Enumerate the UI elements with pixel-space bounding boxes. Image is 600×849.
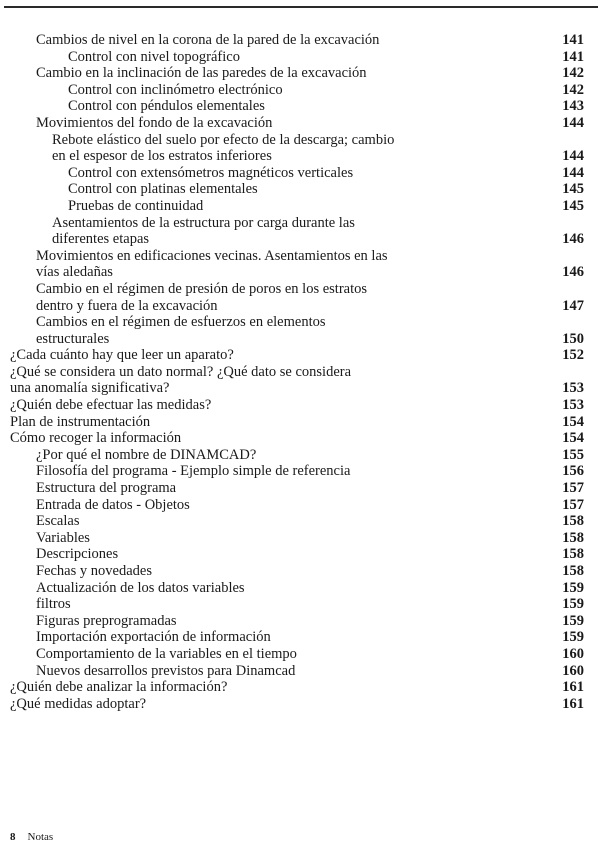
toc-entry xyxy=(36,596,594,613)
toc-entry xyxy=(68,198,594,215)
toc-page-number: 160 xyxy=(562,645,584,662)
toc-entry-title: Plan de instrumentación xyxy=(10,413,151,430)
toc-entry xyxy=(52,132,594,165)
toc-page-number: 154 xyxy=(562,413,584,430)
toc-entry xyxy=(36,447,594,464)
toc-entry-title: ¿Quién debe efectuar las medidas? xyxy=(10,397,212,414)
toc-entry-title-continued: dentro y fuera de la excavación xyxy=(36,297,218,314)
toc-page-number: 150 xyxy=(562,330,584,347)
toc-page-number: 159 xyxy=(562,579,584,596)
toc-page-number: 146 xyxy=(562,264,584,281)
toc-entry-title: Cómo recoger la información xyxy=(10,430,182,447)
toc-entry-title: Fechas y novedades xyxy=(36,563,152,579)
toc-entry-title: Movimientos del fondo de la excavación xyxy=(36,114,273,131)
toc-entry xyxy=(10,347,594,364)
toc-page-number: 161 xyxy=(562,695,584,712)
toc-entry-title-continued: una anomalía significativa? xyxy=(10,380,170,397)
toc-page-number: 155 xyxy=(562,446,584,463)
toc-entry xyxy=(68,98,594,115)
toc-page-number: 143 xyxy=(562,98,584,115)
toc-entry-title: Escalas xyxy=(36,513,80,530)
toc-entry-title: Cambios en el régimen de esfuerzos en elementos xyxy=(36,314,326,331)
toc-entry xyxy=(36,530,594,547)
toc-page-number: 141 xyxy=(562,32,584,48)
toc-entry-title: Cambios de nivel en la corona de la pared de la excavación xyxy=(36,32,380,48)
toc-entry xyxy=(68,49,594,66)
toc-page-number: 144 xyxy=(562,114,584,131)
toc-entry-title: Comportamiento de la variables en el tiempo xyxy=(36,645,297,662)
toc-entry-title: filtros xyxy=(36,596,71,613)
toc-entry-title: Control con inclinómetro electrónico xyxy=(68,81,283,98)
toc-page-number: 147 xyxy=(562,297,584,314)
toc-entry-title: Actualización de los datos variables xyxy=(36,579,245,596)
footer-label: Notas xyxy=(27,831,54,843)
toc-page-number: 156 xyxy=(562,463,584,480)
toc-entry xyxy=(10,397,594,414)
toc-page-number: 159 xyxy=(562,596,584,613)
toc-entry-title: Pruebas de continuidad xyxy=(68,197,204,214)
toc-entry xyxy=(68,82,594,99)
toc-entry-title: ¿Por qué el nombre de DINAMCAD? xyxy=(36,446,257,463)
toc-entry xyxy=(36,65,594,82)
toc-page-number: 153 xyxy=(562,380,584,397)
toc-entry xyxy=(36,480,594,497)
toc-page-number: 158 xyxy=(562,563,584,579)
toc-entry-title-continued: diferentes etapas xyxy=(52,231,150,248)
toc-page-number: 154 xyxy=(562,430,584,447)
toc-entry xyxy=(68,165,594,182)
toc-entry-title: Control con extensómetros magnéticos verticales xyxy=(68,164,354,181)
toc-entry-title: Variables xyxy=(36,529,90,546)
toc-entry xyxy=(68,181,594,198)
toc-page-number: 142 xyxy=(562,81,584,98)
toc-entry xyxy=(36,629,594,646)
toc-entry xyxy=(36,613,594,630)
toc-entry-title: Entrada de datos - Objetos xyxy=(36,496,190,513)
toc-page-number: 158 xyxy=(562,513,584,530)
toc-entry xyxy=(10,364,594,397)
toc-entry-title: Cambio en la inclinación de las paredes de la excavación xyxy=(36,65,367,82)
toc-page-number: 142 xyxy=(562,65,584,82)
toc-entry xyxy=(52,215,594,248)
toc-entry xyxy=(36,248,594,281)
toc-entry-title: ¿Qué medidas adoptar? xyxy=(10,695,147,712)
toc-page-number: 145 xyxy=(562,197,584,214)
toc-entry xyxy=(10,696,594,713)
toc-entry-title: Control con péndulos elementales xyxy=(68,98,265,115)
toc-page-number: 153 xyxy=(562,397,584,414)
toc-entry xyxy=(36,281,594,314)
toc-entry-title: Filosofía del programa - Ejemplo simple de referencia xyxy=(36,463,351,480)
toc-entry xyxy=(36,32,594,49)
toc-entry xyxy=(36,513,594,530)
toc-entry-title-continued: en el espesor de los estratos inferiores xyxy=(52,148,272,165)
toc-entry-title: Nuevos desarrollos previstos para Dinamcad xyxy=(36,662,296,679)
toc-entry-title: ¿Quién debe analizar la información? xyxy=(10,679,228,696)
table-of-contents xyxy=(10,32,594,712)
toc-page-number: 161 xyxy=(562,679,584,696)
toc-entry xyxy=(10,414,594,431)
toc-entry-title: ¿Cada cuánto hay que leer un aparato? xyxy=(10,347,234,364)
toc-entry-title: Control con nivel topográfico xyxy=(68,48,240,65)
toc-page-number: 157 xyxy=(562,480,584,497)
toc-page-number: 141 xyxy=(562,48,584,65)
toc-entry-title: Cambio en el régimen de presión de poros en los estratos xyxy=(36,280,368,297)
toc-page-number: 158 xyxy=(562,546,584,563)
toc-entry xyxy=(36,580,594,597)
toc-page-number: 144 xyxy=(562,164,584,181)
toc-page-number: 152 xyxy=(562,347,584,364)
toc-page-number: 159 xyxy=(562,612,584,629)
toc-entry xyxy=(36,546,594,563)
footer-page-number: 8 xyxy=(10,831,16,843)
toc-entry-title: Movimientos en edificaciones vecinas. Asentamientos en las xyxy=(36,247,388,264)
toc-entry xyxy=(36,563,594,580)
toc-entry xyxy=(36,463,594,480)
toc-page-number: 160 xyxy=(562,662,584,679)
toc-entry-title: ¿Qué se considera un dato normal? ¿Qué dato se considera xyxy=(10,363,352,380)
toc-entry-title: Figuras preprogramadas xyxy=(36,612,177,629)
toc-entry xyxy=(10,679,594,696)
page-footer xyxy=(10,831,53,843)
toc-page-number: 159 xyxy=(562,629,584,646)
toc-page-number: 157 xyxy=(562,496,584,513)
toc-entry-title: Rebote elástico del suelo por efecto de la descarga; cambio xyxy=(52,131,395,148)
toc-entry-title: Asentamientos de la estructura por carga durante las xyxy=(52,214,355,231)
toc-entry xyxy=(36,115,594,132)
toc-entry xyxy=(36,314,594,347)
toc-entry-title: Estructura del programa xyxy=(36,480,177,497)
toc-entry xyxy=(36,663,594,680)
toc-entry xyxy=(36,646,594,663)
toc-page-number: 158 xyxy=(562,529,584,546)
toc-entry xyxy=(10,430,594,447)
toc-page-number: 146 xyxy=(562,231,584,248)
toc-entry-title: Control con platinas elementales xyxy=(68,181,258,198)
toc-entry-title-continued: vías aledañas xyxy=(36,264,113,281)
toc-page-number: 144 xyxy=(562,148,584,165)
toc-entry-title: Descripciones xyxy=(36,546,119,563)
toc-entry xyxy=(36,497,594,514)
top-rule xyxy=(4,6,598,8)
toc-entry-title-continued: estructurales xyxy=(36,330,110,347)
toc-entry-title: Importación exportación de información xyxy=(36,629,271,646)
toc-page-number: 145 xyxy=(562,181,584,198)
